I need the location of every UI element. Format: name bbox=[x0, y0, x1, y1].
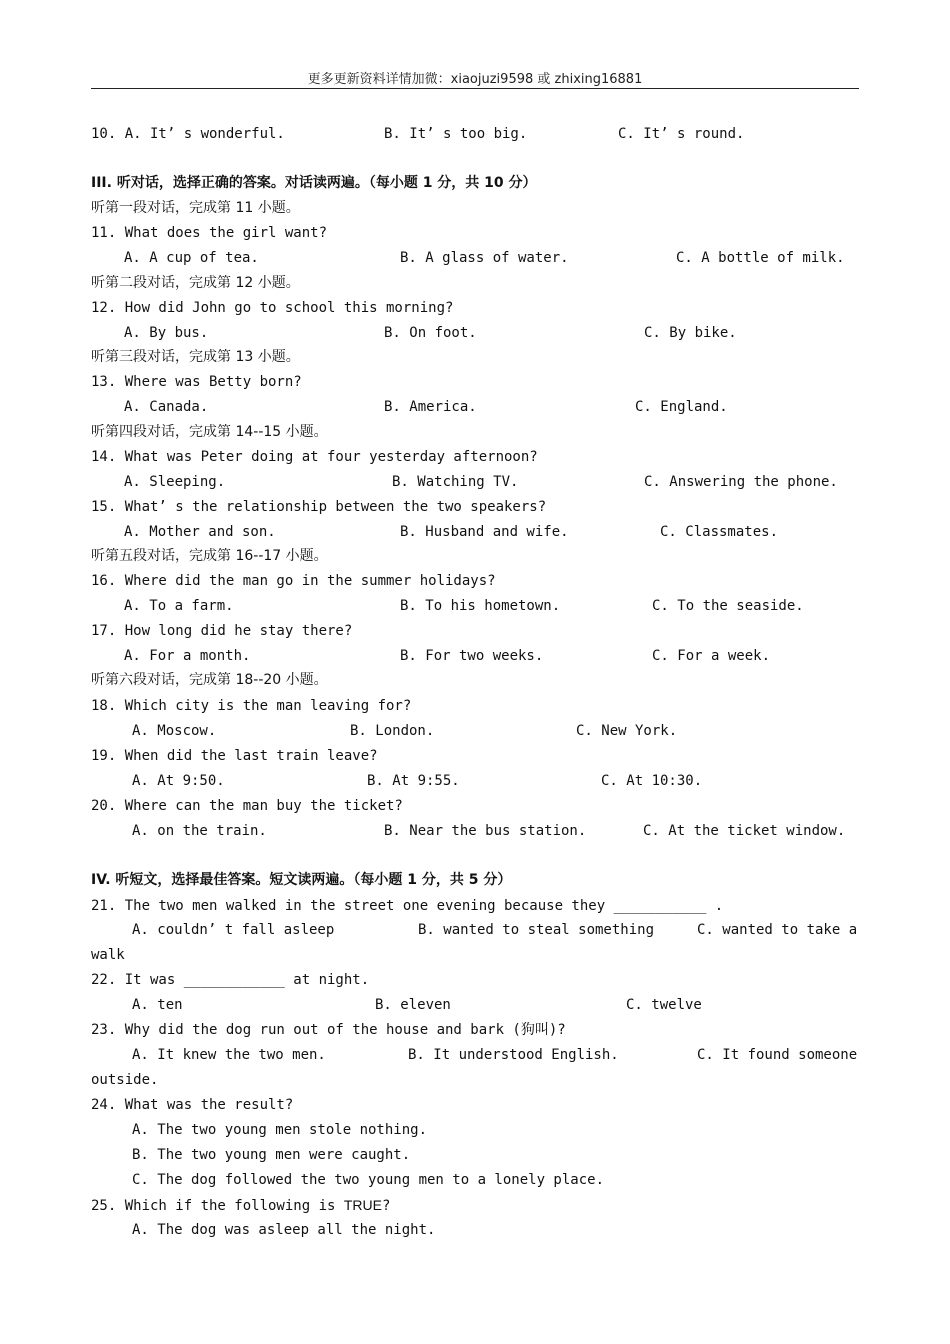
q11-stem: 11. What does the girl want? bbox=[91, 225, 328, 241]
q14-option-b: B. Watching TV. bbox=[392, 474, 519, 490]
q12-option-b: B. On foot. bbox=[384, 325, 477, 341]
q17-option-b: B. For two weeks. bbox=[400, 648, 544, 664]
q21-option-b: B. wanted to steal something bbox=[418, 922, 655, 938]
q24-option-a: A. The two young men stole nothing. bbox=[132, 1122, 428, 1138]
page-header: 更多更新资料详情加微：xiaojuzi9598 或 zhixing16881 bbox=[307, 72, 643, 87]
q21-stem: 21. The two men walked in the street one evening because they ___________ . bbox=[91, 898, 724, 914]
q18-option-c: C. New York. bbox=[576, 723, 678, 739]
dialogue-3-instruction: 听第三段对话，完成第 13 小题。 bbox=[91, 349, 300, 365]
q25-stem-text: 25. Which if the following is bbox=[91, 1198, 344, 1214]
q20-option-a: A. on the train. bbox=[132, 823, 267, 839]
q16-option-a: A. To a farm. bbox=[124, 598, 234, 614]
q21-option-a: A. couldn’ t fall asleep bbox=[132, 922, 335, 938]
q15-option-b: B. Husband and wife. bbox=[400, 524, 569, 540]
q14-stem: 14. What was Peter doing at four yesterday afternoon? bbox=[91, 449, 538, 465]
q23-option-b: B. It understood English. bbox=[408, 1047, 619, 1063]
q25-stem bbox=[91, 1195, 390, 1216]
q23-option-a: A. It knew the two men. bbox=[132, 1047, 326, 1063]
q17-option-c: C. For a week. bbox=[652, 648, 771, 664]
q10-option-b: B. It’ s too big. bbox=[384, 126, 528, 142]
q22-stem: 22. It was ____________ at night. bbox=[91, 972, 370, 988]
q18-option-a: A. Moscow. bbox=[132, 723, 217, 739]
q13-option-b: B. America. bbox=[384, 399, 477, 415]
q12-stem: 12. How did John go to school this morning? bbox=[91, 300, 454, 316]
q17-stem: 17. How long did he stay there? bbox=[91, 623, 353, 639]
dialogue-2-instruction: 听第二段对话，完成第 12 小题。 bbox=[91, 275, 300, 291]
q11-option-c: C. A bottle of milk. bbox=[676, 250, 845, 266]
q13-option-a: A. Canada. bbox=[124, 399, 209, 415]
q11-option-a: A. A cup of tea. bbox=[124, 250, 259, 266]
q19-option-a: A. At 9:50. bbox=[132, 773, 225, 789]
q23-option-c: C. It found someone bbox=[697, 1047, 858, 1063]
q24-option-c: C. The dog followed the two young men to a lonely place. bbox=[132, 1172, 605, 1188]
section-3-title: III. 听对话，选择正确的答案。对话读两遍。（每小题 1 分，共 10 分） bbox=[91, 175, 537, 191]
q21-option-c: C. wanted to take a bbox=[697, 922, 858, 938]
q14-option-a: A. Sleeping. bbox=[124, 474, 226, 490]
q13-stem: 13. Where was Betty born? bbox=[91, 374, 302, 390]
dialogue-4-instruction: 听第四段对话，完成第 14--15 小题。 bbox=[91, 424, 328, 440]
q22-option-b: B. eleven bbox=[375, 997, 451, 1013]
q24-option-b: B. The two young men were caught. bbox=[132, 1147, 411, 1163]
q12-option-c: C. By bike. bbox=[644, 325, 737, 341]
dialogue-1-instruction: 听第一段对话，完成第 11 小题。 bbox=[91, 200, 300, 216]
dialogue-6-instruction: 听第六段对话，完成第 18--20 小题。 bbox=[91, 672, 328, 688]
dialogue-5-instruction: 听第五段对话，完成第 16--17 小题。 bbox=[91, 548, 328, 564]
q10-stem-option-a: 10. A. It’ s wonderful. bbox=[91, 126, 285, 142]
q19-stem: 19. When did the last train leave? bbox=[91, 748, 378, 764]
q23-option-c-continued: outside. bbox=[91, 1072, 159, 1088]
header-divider bbox=[91, 88, 859, 89]
q14-option-c: C. Answering the phone. bbox=[644, 474, 838, 490]
q15-stem: 15. What’ s the relationship between the two speakers? bbox=[91, 499, 547, 515]
q22-option-a: A. ten bbox=[132, 997, 183, 1013]
q22-option-c: C. twelve bbox=[626, 997, 702, 1013]
q20-option-b: B. Near the bus station. bbox=[384, 823, 587, 839]
q18-option-b: B. London. bbox=[350, 723, 435, 739]
q18-stem: 18. Which city is the man leaving for? bbox=[91, 698, 412, 714]
q25-option-a: A. The dog was asleep all the night. bbox=[132, 1222, 436, 1238]
q17-option-a: A. For a month. bbox=[124, 648, 251, 664]
q21-option-c-continued: walk bbox=[91, 947, 125, 963]
q19-option-b: B. At 9:55. bbox=[367, 773, 460, 789]
q13-option-c: C. England. bbox=[635, 399, 728, 415]
q19-option-c: C. At 10:30. bbox=[601, 773, 703, 789]
q23-stem: 23. Why did the dog run out of the house and bark (狗叫)? bbox=[91, 1022, 566, 1038]
q15-option-a: A. Mother and son. bbox=[124, 524, 276, 540]
q16-option-b: B. To his hometown. bbox=[400, 598, 561, 614]
q25-stem-end: ? bbox=[382, 1198, 391, 1214]
q20-option-c: C. At the ticket window. bbox=[643, 823, 846, 839]
q16-option-c: C. To the seaside. bbox=[652, 598, 804, 614]
q10-option-c: C. It’ s round. bbox=[618, 126, 745, 142]
q20-stem: 20. Where can the man buy the ticket? bbox=[91, 798, 403, 814]
q12-option-a: A. By bus. bbox=[124, 325, 209, 341]
q24-stem: 24. What was the result? bbox=[91, 1097, 294, 1113]
q15-option-c: C. Classmates. bbox=[660, 524, 779, 540]
section-4-title: IV. 听短文，选择最佳答案。短文读两遍。（每小题 1 分，共 5 分） bbox=[91, 872, 512, 888]
q25-true-emphasis: TRUE bbox=[343, 1197, 382, 1213]
q16-stem: 16. Where did the man go in the summer holidays? bbox=[91, 573, 496, 589]
q11-option-b: B. A glass of water. bbox=[400, 250, 569, 266]
